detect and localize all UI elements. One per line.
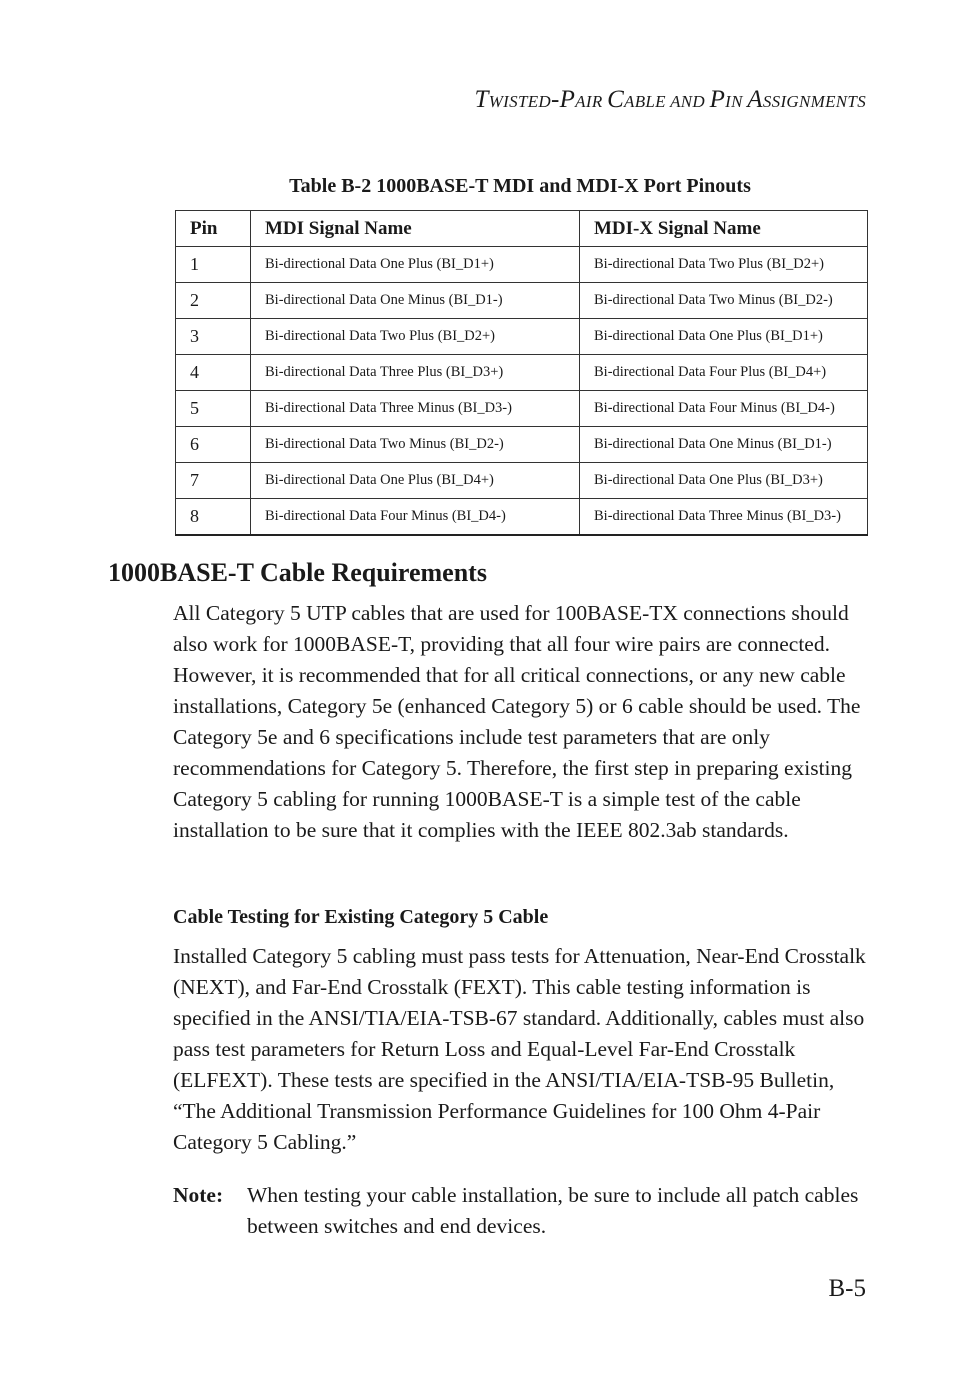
section-heading: 1000BASE-T Cable Requirements [108, 558, 487, 587]
pin-cell: 8 [176, 499, 251, 536]
pinout-table [175, 210, 868, 536]
mdi-signal-cell: Bi-directional Data Four Minus (BI_D4-) [251, 499, 580, 536]
table-row [176, 499, 868, 536]
mdix-signal-cell: Bi-directional Data One Plus (BI_D1+) [580, 319, 868, 355]
note-text: When testing your cable installation, be sure to include all patch cables between switches and end devices. [247, 1183, 859, 1238]
mdix-signal-cell: Bi-directional Data One Minus (BI_D1-) [580, 427, 868, 463]
table-row [176, 319, 868, 355]
header-part: -PAIR [550, 86, 608, 113]
header-part: TWISTED [474, 86, 551, 113]
header-part: PIN [709, 86, 748, 113]
header-part: ASSIGNMENTS [747, 86, 866, 113]
subsection-paragraph: Installed Category 5 cabling must pass tests for Attenuation, Near-End Crosstalk (NEXT), and Far-End Crosstalk (FEXT). This cable testing information is specified in the ANSI/TIA/EIA-TSB-67 standard. Additionally, cables must also pass test parameters for Return Loss and Equal-Level Far-End Crosstalk (ELFEXT). These tests are specified in the ANSI/TIA/EIA-TSB-95 Bulletin, “The Additional Transmission Performance Guidelines for 100 Ohm 4-Pair Category 5 Cabling.” [173, 944, 866, 1154]
mdix-signal-cell: Bi-directional Data Two Minus (BI_D2-) [580, 283, 868, 319]
note-label: Note: [173, 1183, 224, 1207]
pin-cell: 6 [176, 427, 251, 463]
pin-cell: 4 [176, 355, 251, 391]
mdi-signal-cell: Bi-directional Data One Plus (BI_D4+) [251, 463, 580, 499]
running-header [475, 86, 867, 114]
mdi-signal-cell: Bi-directional Data Two Minus (BI_D2-) [251, 427, 580, 463]
mdix-signal-cell: Bi-directional Data Two Plus (BI_D2+) [580, 247, 868, 283]
header-part: CABLE AND [607, 86, 710, 113]
mdix-signal-cell: Bi-directional Data One Plus (BI_D3+) [580, 463, 868, 499]
mdix-signal-cell: Bi-directional Data Four Minus (BI_D4-) [580, 391, 868, 427]
section-paragraph: All Category 5 UTP cables that are used for 100BASE-TX connections should also work for 1000BASE-T, providing that all four wire pairs are connected. However, it is recommended that for all critical connections, or any new cable installations, Category 5e (enhanced Category 5) or 6 cable should be used. The Category 5e and 6 specifications include test parameters that are only recommendations for Category 5. Therefore, the first step in preparing existing Category 5 cabling for running 1000BASE-T is a simple test of the cable installation to be sure that it complies with the IEEE 802.3ab standards. [173, 601, 861, 842]
mdix-signal-cell: Bi-directional Data Four Plus (BI_D4+) [580, 355, 868, 391]
column-header-mdi: MDI Signal Name [251, 211, 580, 247]
pin-cell: 5 [176, 391, 251, 427]
table-row [176, 427, 868, 463]
pin-cell: 2 [176, 283, 251, 319]
pin-cell: 3 [176, 319, 251, 355]
pin-cell: 7 [176, 463, 251, 499]
mdi-signal-cell: Bi-directional Data One Plus (BI_D1+) [251, 247, 580, 283]
subsection-heading: Cable Testing for Existing Category 5 Cable [173, 906, 549, 928]
table-row [176, 247, 868, 283]
column-header-mdix: MDI-X Signal Name [580, 211, 868, 247]
mdix-signal-cell: Bi-directional Data Three Minus (BI_D3-) [580, 499, 868, 536]
column-header-pin: Pin [176, 211, 251, 247]
table-row [176, 463, 868, 499]
pin-cell: 1 [176, 247, 251, 283]
table-row [176, 355, 868, 391]
mdi-signal-cell: Bi-directional Data Three Minus (BI_D3-) [251, 391, 580, 427]
table-header-row [176, 211, 868, 247]
mdi-signal-cell: Bi-directional Data One Minus (BI_D1-) [251, 283, 580, 319]
table-row [176, 391, 868, 427]
mdi-signal-cell: Bi-directional Data Two Plus (BI_D2+) [251, 319, 580, 355]
table-caption: Table B-2 1000BASE-T MDI and MDI-X Port Pinouts [289, 175, 751, 197]
page-number: B-5 [828, 1275, 866, 1302]
note-block [173, 1180, 868, 1242]
table-row [176, 283, 868, 319]
mdi-signal-cell: Bi-directional Data Three Plus (BI_D3+) [251, 355, 580, 391]
